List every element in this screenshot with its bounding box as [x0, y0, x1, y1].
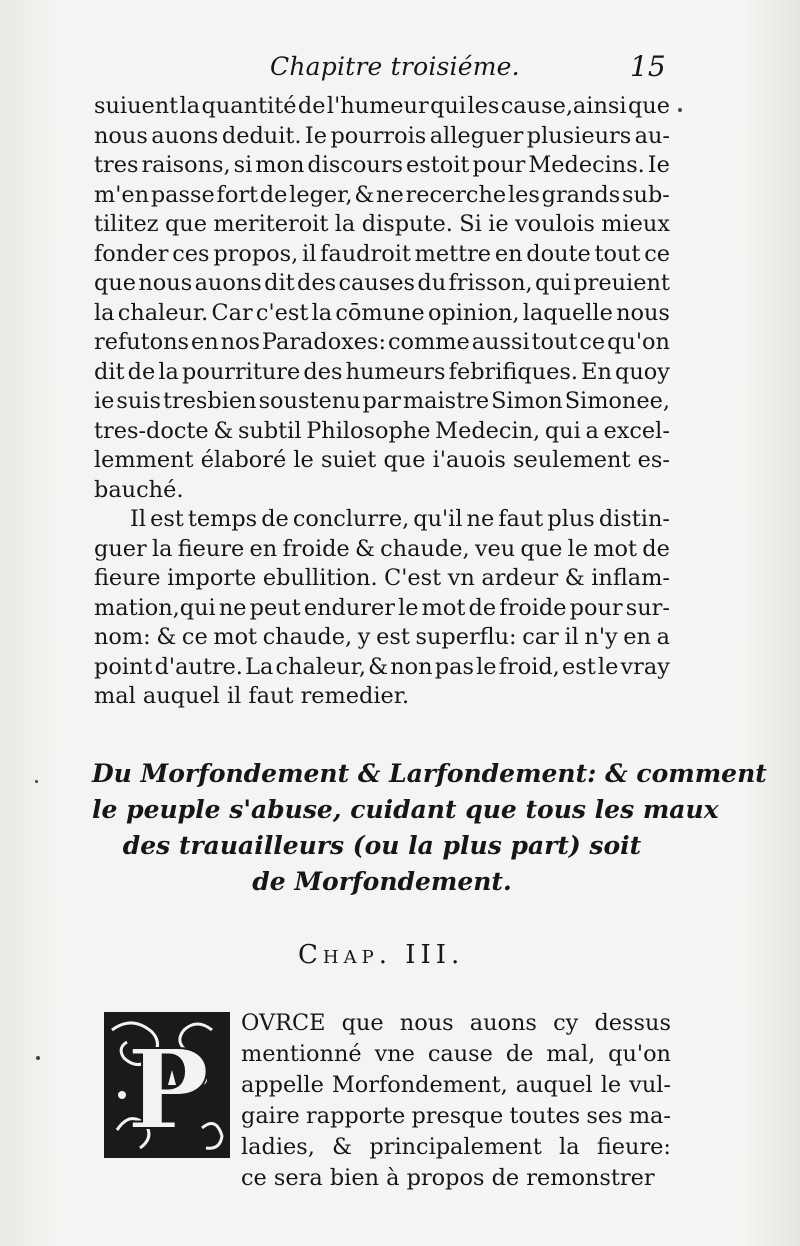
word: ce: [181, 624, 208, 650]
word: passe: [150, 181, 215, 208]
chapter-label: Chap. III.: [298, 940, 465, 970]
word: est: [376, 624, 410, 650]
word: si: [233, 152, 253, 178]
word: &: [564, 565, 585, 591]
word: la: [179, 93, 201, 119]
word: la: [334, 211, 356, 237]
word: ne: [376, 181, 404, 208]
word: principalement: [369, 1134, 542, 1160]
word: raisons,: [141, 152, 231, 178]
text-line: [94, 476, 670, 506]
word: pourriture: [182, 358, 301, 385]
word: mal: [94, 683, 136, 709]
word: remonstrer: [526, 1165, 655, 1191]
word: ladies,: [241, 1134, 315, 1160]
word: remedier.: [300, 683, 410, 709]
heading-line-1: Du Morfondement & Larfondement: & comment: [92, 759, 767, 788]
word: appelle: [241, 1072, 324, 1098]
text-line: [94, 446, 670, 476]
word: vul-: [629, 1072, 671, 1098]
word: la: [94, 299, 115, 326]
word: est: [561, 653, 596, 680]
word: excel-: [603, 417, 670, 444]
word: fieure:: [596, 1134, 671, 1160]
word: froide: [282, 535, 350, 562]
word: Medecins.: [528, 152, 645, 178]
word: dessus: [594, 1010, 671, 1036]
word: &: [354, 181, 375, 208]
text-line: [241, 1101, 671, 1132]
text-line: [94, 653, 670, 683]
word: à: [386, 1165, 400, 1191]
word: tresbien: [162, 388, 257, 414]
ink-spot: [678, 108, 682, 112]
word: comme: [388, 329, 470, 355]
word: bauché.: [94, 476, 184, 503]
word: pour: [472, 152, 526, 178]
word: propos,: [213, 240, 299, 267]
word: nos: [220, 329, 260, 355]
word: tout: [531, 329, 578, 355]
word: chaleur,: [275, 653, 366, 680]
word: a: [656, 624, 670, 650]
word: sera: [273, 1165, 323, 1191]
word: fonder: [94, 240, 169, 267]
word: ie: [94, 388, 115, 414]
word: La: [245, 653, 274, 680]
word: ebullition.: [262, 565, 378, 591]
word: le: [476, 653, 497, 680]
text-line: [94, 417, 670, 447]
word: la: [311, 299, 333, 326]
word: qu'on: [608, 1041, 671, 1067]
word: maistre: [402, 388, 490, 414]
word: ie: [488, 211, 509, 237]
word: i'auois: [432, 447, 506, 473]
word: suis: [116, 388, 161, 414]
word: faut: [498, 506, 544, 532]
word: faut: [248, 683, 294, 709]
word: En: [581, 358, 612, 385]
word: suiuent: [94, 93, 179, 119]
word: tout: [594, 240, 641, 267]
word: ce: [579, 329, 606, 355]
text-line: [241, 1132, 671, 1163]
word: C'est: [384, 565, 442, 591]
word: fieure: [177, 535, 245, 562]
word: Ie: [304, 122, 328, 149]
word: toutes: [509, 1103, 581, 1129]
word: n'y: [584, 624, 618, 650]
word: laquelle: [522, 299, 613, 326]
word: il: [564, 624, 579, 650]
word: que: [94, 270, 137, 296]
word: mation,qui: [94, 594, 216, 621]
text-line: [94, 151, 670, 181]
word: m'en: [94, 181, 150, 208]
text-line: [94, 269, 670, 299]
word: d'autre.: [154, 653, 243, 680]
chapter-opening-text: [241, 1008, 671, 1194]
word: auons: [194, 270, 262, 296]
word: subtil: [237, 417, 302, 444]
word: superflu:: [415, 624, 517, 650]
chapter-heading: [92, 756, 767, 900]
word: froide: [499, 594, 567, 621]
word: temps: [187, 506, 258, 532]
word: deduit.: [221, 122, 302, 149]
word: dispute.: [361, 211, 453, 237]
word: presque: [411, 1103, 504, 1129]
word: que: [164, 211, 207, 237]
word: la: [559, 1134, 580, 1160]
word: quoy: [615, 358, 670, 385]
text-line: [94, 358, 670, 388]
text-line: [94, 240, 670, 270]
word: &: [332, 1134, 353, 1160]
decorated-initial-p: [102, 1010, 232, 1160]
word: par: [362, 388, 401, 414]
page-number: 15: [630, 50, 666, 83]
word: vne: [374, 1041, 415, 1067]
word: sub-: [622, 181, 670, 208]
word: causes: [338, 270, 415, 296]
word: de: [261, 506, 289, 532]
word: de: [297, 93, 326, 119]
word: que: [341, 1010, 384, 1036]
word: la: [158, 358, 179, 385]
word: en: [249, 535, 278, 562]
word: cause: [427, 1041, 493, 1067]
word: distin-: [598, 506, 670, 532]
word: Car: [211, 299, 253, 326]
word: &: [213, 417, 234, 444]
word: auquel: [515, 1072, 593, 1098]
paragraph-1: [94, 92, 670, 505]
word: le: [600, 1072, 622, 1098]
word: de: [259, 181, 288, 208]
word: ma-: [628, 1103, 671, 1129]
text-line: [241, 1039, 671, 1070]
word: auquel: [142, 683, 220, 709]
word: mieux: [601, 211, 670, 237]
word: plus: [547, 506, 595, 532]
word: rapporte: [306, 1103, 406, 1129]
word: mettre: [414, 240, 492, 267]
text-line: [241, 1163, 671, 1194]
word: cy: [553, 1010, 579, 1036]
ink-spot: [36, 1056, 40, 1060]
word: est: [150, 506, 184, 532]
word: de: [642, 535, 670, 562]
text-line: [94, 505, 670, 535]
word: en: [623, 624, 651, 650]
heading-line-4: de Morfondement.: [252, 867, 512, 896]
word: alleguer: [429, 122, 524, 149]
word: chaude,: [380, 535, 470, 562]
word: fort: [216, 181, 259, 208]
word: vn: [447, 565, 475, 591]
word: suiet: [320, 447, 377, 473]
text-line: [94, 594, 670, 624]
word: mot: [213, 624, 258, 650]
word: leger,: [289, 181, 353, 208]
word: refutons: [94, 329, 190, 355]
word: opinion,: [427, 299, 520, 326]
word: tres: [94, 152, 139, 178]
text-line: [241, 1008, 671, 1039]
word: febrifiques.: [448, 358, 578, 385]
word: nous: [616, 299, 670, 326]
word: auons: [469, 1010, 537, 1036]
word: y: [357, 624, 371, 650]
word: qui: [544, 417, 581, 444]
word: mot: [421, 594, 466, 621]
word: quantité: [201, 93, 297, 119]
word: humeurs: [345, 358, 446, 385]
word: Medecin,: [435, 417, 541, 444]
word: aussi: [471, 329, 530, 355]
word: OVRCE: [241, 1010, 326, 1036]
word: ce: [644, 240, 670, 267]
heading-line-2: le peuple s'abuse, cuidant que tous les maux: [92, 795, 719, 824]
text-line: [94, 299, 670, 329]
word: des: [297, 270, 337, 296]
word: discours: [307, 152, 404, 178]
word: pourrois: [330, 122, 427, 149]
word: ce: [241, 1165, 267, 1191]
text-line: [94, 92, 670, 122]
word: Morfondement,: [331, 1072, 508, 1098]
word: Philosophe: [306, 417, 431, 444]
word: a: [585, 417, 599, 444]
word: de: [491, 1165, 520, 1191]
word: conclurre,: [292, 506, 410, 532]
paragraph-2: [94, 505, 670, 712]
word: dit: [264, 270, 295, 296]
word: Ie: [647, 152, 670, 178]
word: veu: [474, 535, 516, 562]
word: car: [522, 624, 559, 650]
word: froid,: [498, 653, 560, 680]
word: inflam-: [591, 565, 670, 591]
word: ses: [586, 1103, 623, 1129]
word: chaude,: [262, 624, 353, 650]
word: tilitez: [94, 211, 159, 237]
word: gaire: [241, 1103, 300, 1129]
word: chaleur.: [117, 299, 209, 326]
word: doute: [526, 240, 591, 267]
word: es-: [637, 447, 670, 473]
text-line: [94, 122, 670, 152]
word: voulois: [515, 211, 595, 237]
word: qui: [535, 270, 571, 296]
text-line: [94, 623, 670, 653]
word: preuient: [573, 270, 670, 296]
word: du: [417, 270, 447, 296]
word: les: [467, 93, 500, 119]
word: ardeur: [481, 565, 559, 591]
text-line: [94, 564, 670, 594]
word: le: [597, 653, 619, 680]
word: l'humeur: [326, 93, 429, 119]
word: vray: [620, 653, 670, 680]
word: grands: [541, 181, 621, 208]
word: en: [494, 240, 523, 267]
word: bien: [329, 1165, 380, 1191]
word: sur-: [625, 594, 670, 621]
text-line: [94, 181, 670, 211]
word: qu'on: [607, 329, 670, 355]
word: c'est: [255, 299, 309, 326]
word: lemment: [94, 447, 194, 473]
word: ne: [218, 594, 247, 621]
word: mon: [255, 152, 305, 178]
word: &: [354, 535, 375, 562]
word: que: [520, 535, 563, 562]
word: point: [94, 653, 153, 680]
word: il: [302, 240, 317, 267]
word: importe: [167, 565, 257, 591]
word: &: [368, 653, 389, 680]
word: cōmune: [335, 299, 425, 326]
word: ne: [466, 506, 495, 532]
word: Il: [130, 506, 147, 532]
word: soustenu: [258, 388, 361, 414]
word: seulement: [513, 447, 631, 473]
word: Simon: [491, 388, 563, 414]
word: que: [627, 93, 670, 119]
word: de: [468, 594, 497, 621]
word: Paradoxes:: [261, 329, 387, 355]
running-head: Chapitre troisiéme.: [270, 52, 520, 81]
word: nous: [94, 122, 148, 149]
word: de: [505, 1041, 534, 1067]
word: qu'il: [413, 506, 463, 532]
dropcap-letter: P: [126, 1025, 210, 1154]
word: mal,: [546, 1041, 596, 1067]
word: il: [226, 683, 242, 709]
word: le: [398, 594, 419, 621]
word: au-: [634, 122, 670, 149]
word: mot: [593, 535, 638, 562]
text-line: [94, 387, 670, 417]
text-line: [94, 682, 670, 712]
word: non: [390, 653, 433, 680]
word: qui: [430, 93, 467, 119]
word: nous: [399, 1010, 454, 1036]
word: pas: [434, 653, 474, 680]
word: Simonee,: [564, 388, 670, 414]
heading-line-3: des trauailleurs (ou la plus part) soit: [122, 831, 642, 860]
ink-spot: [35, 780, 38, 783]
word: de: [127, 358, 156, 385]
word: la: [151, 535, 173, 562]
word: endurer: [303, 594, 395, 621]
word: plusieurs: [526, 122, 632, 149]
word: estoit: [406, 152, 470, 178]
word: le: [567, 535, 589, 562]
word: que: [383, 447, 426, 473]
body-text: [94, 92, 670, 712]
word: &: [156, 624, 177, 650]
text-line: [94, 210, 670, 240]
word: tres-docte: [94, 417, 209, 444]
word: des: [303, 358, 343, 385]
word: dit: [94, 358, 125, 385]
word: pour: [569, 594, 623, 621]
word: élaboré: [200, 447, 287, 473]
word: meriteroit: [213, 211, 329, 237]
word: les: [507, 181, 540, 208]
text-line: [94, 328, 670, 358]
word: mentionné: [241, 1041, 362, 1067]
word: frisson,: [448, 270, 533, 296]
word: le: [293, 447, 314, 473]
word: guer: [94, 535, 147, 562]
word: cause,ainsi: [500, 93, 627, 119]
text-line: [241, 1070, 671, 1101]
word: propos: [406, 1165, 485, 1191]
word: ces: [172, 240, 210, 267]
text-line: [94, 535, 670, 565]
word: recerche: [405, 181, 507, 208]
word: faudroit: [320, 240, 411, 267]
word: nom:: [94, 624, 151, 650]
word: en: [190, 329, 219, 355]
word: Si: [459, 211, 482, 237]
word: fieure: [94, 565, 161, 591]
word: auons: [151, 122, 219, 149]
word: nous: [138, 270, 193, 296]
word: peut: [249, 594, 301, 621]
